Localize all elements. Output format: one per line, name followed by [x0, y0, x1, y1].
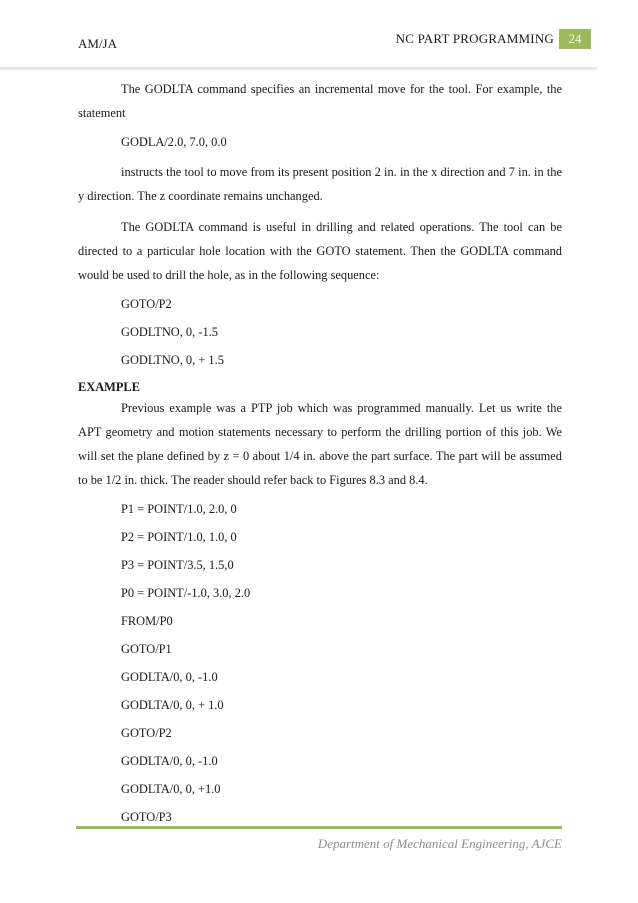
code-line: P0 = POINT/-1.0, 3.0, 2.0: [121, 586, 251, 600]
code-line: GODLTNO, 0, + 1.5: [121, 353, 224, 367]
code-line: GODLTA/0, 0, -1.0: [121, 670, 218, 684]
code-line: P2 = POINT/1.0, 1.0, 0: [121, 530, 237, 544]
page-number-badge: 24: [559, 29, 591, 49]
code-line: GODLTA/0, 0, +1.0: [121, 782, 221, 796]
code-line: GODLTA/0, 0, + 1.0: [121, 698, 224, 712]
footer-divider: [76, 826, 562, 829]
code-line: GODLTA/0, 0, -1.0: [121, 754, 218, 768]
footer-text: Department of Mechanical Engineering, AJCE: [317, 836, 562, 851]
code-line: P1 = POINT/1.0, 2.0, 0: [121, 502, 237, 516]
code-line: P3 = POINT/3.5, 1.5,0: [121, 558, 234, 572]
code-line: GOTO/P1: [121, 642, 172, 656]
paragraph: Previous example was a PTP job which was programmed manually. Let us write the APT geometry and motion statements necessary to perform the drilling portion of this job. We will set the plane defined by z = 0 about 1/4 in. above the part surface. The part will be assumed to be 1/2 in. thick. The reader should refer back to Figures 8.3 and 8.4.: [78, 401, 562, 487]
header-left-label: AM/JA: [78, 36, 118, 51]
code-line: GOTO/P2: [121, 726, 172, 740]
header-divider: [0, 67, 597, 70]
page-content: [78, 77, 562, 835]
code-line: GODLA/2.0, 7.0, 0.0: [121, 135, 227, 149]
paragraph: instructs the tool to move from its present position 2 in. in the x direction and 7 in. in the y direction. The z coordinate remains unchanged.: [78, 165, 562, 203]
code-line: GOTO/P3: [121, 810, 172, 824]
paragraph: The GODLTA command specifies an incremental move for the tool. For example, the statement: [78, 82, 562, 120]
code-line: FROM/P0: [121, 614, 173, 628]
paragraph: The GODLTA command is useful in drilling and related operations. The tool can be directed to a particular hole location with the GOTO statement. Then the GODLTA command would be used to drill the hole, as in the following sequence:: [78, 220, 562, 282]
code-line: GOTO/P2: [121, 297, 172, 311]
header-title: NC PART PROGRAMMING: [395, 31, 554, 46]
section-heading: EXAMPLE: [78, 380, 140, 394]
code-line: GODLTNO, 0, -1.5: [121, 325, 218, 339]
